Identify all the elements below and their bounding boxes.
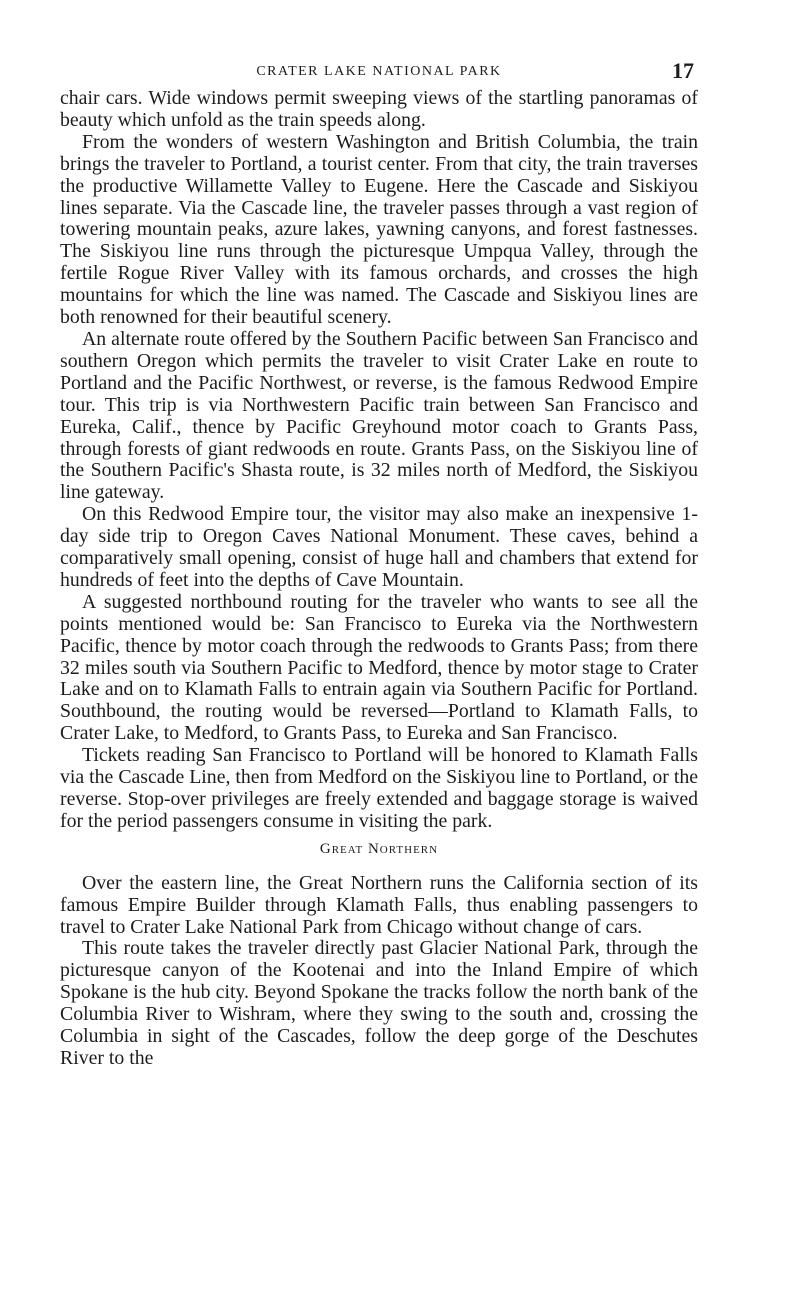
paragraph-continued: chair cars. Wide windows permit sweeping views of the startling panoramas of beauty which unfold as the train speeds along. <box>60 87 698 131</box>
running-head: CRATER LAKE NATIONAL PARK <box>256 64 502 79</box>
page-number: 17 <box>672 58 694 83</box>
paragraph: An alternate route offered by the Southern Pacific between San Francisco and southern Oregon which permits the traveler to visit Crater Lake en route to Portland and the Pacific Northwest, or reverse, is the famous Redwood Empire tour. This trip is via Northwestern Pacific train between San Francisco and Eureka, Calif., thence by Pacific Greyhound motor coach to Grants Pass, through forests of giant redwoods en route. Grants Pass, on the Siskiyou line of the Southern Pacific's Shasta route, is 32 miles north of Medford, the Siskiyou line gateway. <box>60 327 698 504</box>
document-page <box>60 50 698 1280</box>
paragraph: On this Redwood Empire tour, the visitor may also make an inexpensive 1-day side trip to Oregon Caves National Monument. These caves, behind a comparatively small opening, consist of huge hall and chambers that extend for hundreds of feet into the depths of Cave Mountain. <box>60 503 698 591</box>
paragraph: A suggested northbound routing for the traveler who wants to see all the points mentioned would be: San Francisco to Eureka via the Northwestern Pacific, thence by motor coach through the redwoods to Grants Pass; from there 32 miles south via Southern Pacific to Medford, thence by motor stage to Crater Lake and on to Klamath Falls to entrain again via Southern Pacific for Portland. Southbound, the routing would be reversed—Portland to Klamath Falls, to Crater Lake, to Medford, to Grants Pass, to Eureka and San Francisco. <box>60 590 698 745</box>
section-heading: Great Northern <box>319 840 439 857</box>
paragraph: Tickets reading San Francisco to Portland will be honored to Klamath Falls via the Cascade Line, then from Medford on the Siskiyou line to Portland, or the reverse. Stop-over privileges are freely extended and baggage storage is waived for the period passengers consume in visiting the park. <box>60 744 698 832</box>
paragraph: From the wonders of western Washington and British Columbia, the train brings the traveler to Portland, a tourist center. From that city, the train traverses the productive Willamette Valley to Eugene. Here the Cascade and Siskiyou lines separate. Via the Cascade line, the traveler passes through a vast region of towering mountain peaks, azure lakes, yawning canyons, and forest fastnesses. The Siskiyou line runs through the picturesque Umpqua Valley, through the fertile Rogue River Valley with its famous orchards, and crosses the high mountains for which the line was named. The Cascade and Siskiyou lines are both renowned for their beautiful scenery. <box>60 130 698 329</box>
page-header <box>60 50 698 88</box>
paragraph: This route takes the traveler directly past Glacier National Park, through the picturesque canyon of the Kootenai and into the Inland Empire of which Spokane is the hub city. Beyond Spokane the tracks follow the north bank of the Columbia River to Wishram, where they swing to the south and, crossing the Columbia in sight of the Cascades, follow the deep gorge of the Deschutes River to the <box>60 937 698 1069</box>
paragraph: Over the eastern line, the Great Northern runs the California section of its famous Empire Builder through Klamath Falls, thus enabling passengers to travel to Crater Lake National Park from Chicago without change of cars. <box>60 871 698 938</box>
page-body <box>60 88 698 1070</box>
